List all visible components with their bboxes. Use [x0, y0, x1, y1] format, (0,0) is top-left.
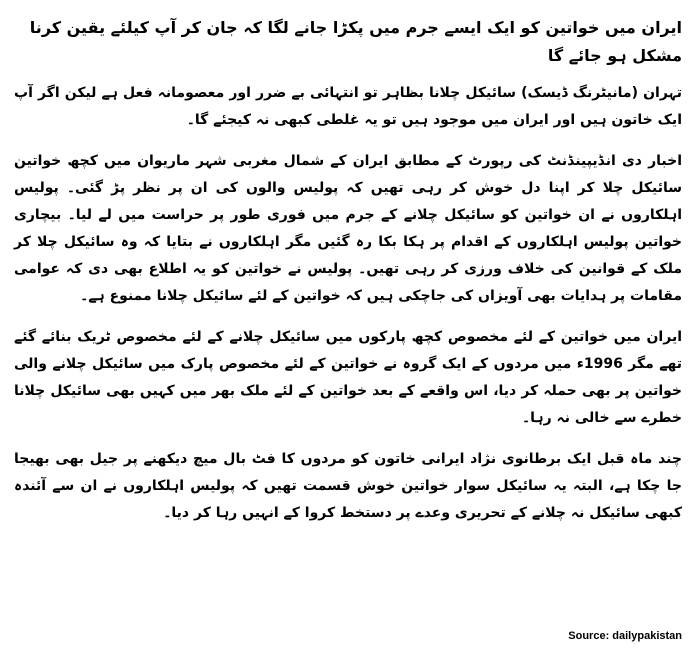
article-paragraph: اخبار دی انڈیپینڈنٹ کی رپورٹ کے مطابق ایران کے شمال مغربی شہر ماریوان میں کچھ خواتین سائیکل چلا کر اپنا دل خوش کر رہی تھیں کہ پولیس والوں کی ان پر نظر پڑ گئی۔ پولیس اہلکاروں نے ان خواتین کو سائیکل چلانے کے جرم میں فوری طور پر حراست میں لے لیا۔ بیچاری خواتین پولیس اہلکاروں کے اقدام پر ہکا بکا رہ گئیں مگر اہلکاروں نے بتایا کہ وہ سائیکل چلا کر ملک کے قوانین کی خلاف ورزی کر رہی تھیں۔ پولیس نے خواتین کو یہ اطلاع بھی دی کہ عوامی مقامات پر ہدایات بھی آویزاں کی جاچکی ہیں کہ خواتین کے لئے سائیکل چلانا ممنوع ہے۔ — [14, 153, 682, 304]
article-paragraph: تہران (مانیٹرنگ ڈیسک) سائیکل چلانا بظاہر تو انتہائی بے ضرر اور معصومانہ فعل ہے لیکن اگر آپ ایک خاتون ہیں اور ایران میں موجود ہیں تو یہ غلطی کبھی نہ کیجئے گا۔ — [14, 85, 682, 128]
article — [14, 14, 682, 541]
source-credit: Source: dailypakistan — [568, 630, 682, 642]
article-paragraph: ایران میں خواتین کے لئے مخصوص کچھ پارکوں میں سائیکل چلانے کے لئے مخصوص ٹریک بنائے گئے تھے مگر 1996ء میں مردوں کے ایک گروہ نے خواتین کے لئے مخصوص پارک میں سائیکل چلانے والی خواتین پر بھی حملہ کر دیا، اس واقعے کے بعد خواتین کے لئے ملک بھر میں کہیں بھی سائیکل چلانا خطرے سے خالی نہ رہا۔ — [14, 329, 682, 426]
article-paragraph: چند ماہ قبل ایک برطانوی نژاد ایرانی خاتون کو مردوں کا فٹ بال میچ دیکھنے پر جیل بھی بھیجا جا چکا ہے، البتہ یہ سائیکل سوار خواتین خوش قسمت تھیں کہ پولیس اہلکاروں نے ان سے آئندہ کبھی سائیکل نہ چلانے کے تحریری وعدے پر دستخط کروا کے انہیں رہا کر دیا۔ — [14, 451, 682, 521]
article-headline: ایران میں خواتین کو ایک ایسے جرم میں پکڑا جانے لگا کہ جان کر آپ کیلئے یقین کرنا مشکل ہو جائے گا — [29, 18, 682, 65]
